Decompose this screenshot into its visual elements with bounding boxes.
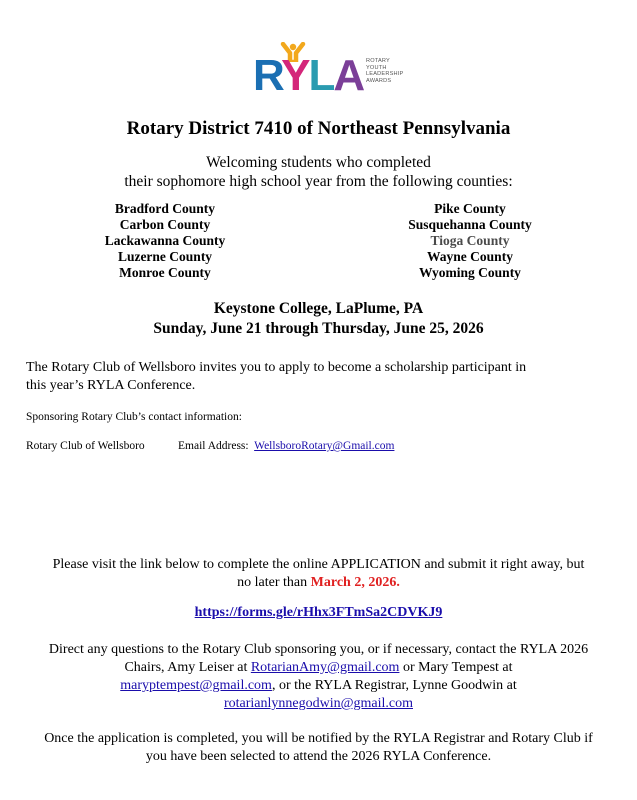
county-item: Wayne County	[427, 249, 513, 264]
questions-text: Direct any questions to the Rotary Club sponsoring you, or if necessary, contact the RYLA 2026 Chairs, Amy Leiser at RotarianAmy@gmail.com or Mary Tempest at maryptempest@gmail.com, or the RYLA Registrar, Lynne Goodwin at rotarianlynnegodwin@gmail.com	[48, 642, 589, 711]
county-list-left	[95, 201, 235, 281]
county-item: Carbon County	[119, 217, 211, 232]
deadline: March 2, 2026.	[310, 575, 400, 590]
venue-block	[0, 299, 637, 339]
club-name: Rotary Club of Wellsboro	[26, 440, 145, 452]
welcome-text: Welcoming students who completed their sophomore high school year from the following counties:	[124, 154, 513, 190]
email-amy-link[interactable]: RotarianAmy@gmail.com	[250, 660, 400, 675]
form-link-row	[0, 605, 637, 621]
contact-line	[26, 440, 394, 452]
county-item: Susquehanna County	[408, 217, 532, 232]
county-item: Pike County	[434, 201, 506, 216]
application-form-link[interactable]: https://forms.gle/rHhx3FTmSa2CDVKJ9	[194, 605, 443, 620]
email-mary-link[interactable]: maryptempest@gmail.com	[120, 678, 272, 693]
county-item: Wyoming County	[419, 265, 521, 280]
invite-text: The Rotary Club of Wellsboro invites you to apply to become a scholarship participant in this year’s RYLA Conference.	[26, 360, 527, 393]
page-title: Rotary District 7410 of Northeast Pennsylvania	[126, 118, 511, 139]
email-lynne-link[interactable]: rotarianlynnegodwin@gmail.com	[223, 696, 413, 711]
contact-label: Sponsoring Rotary Club’s contact information:	[26, 411, 242, 423]
logo-tagline: ROTARY YOUTH LEADERSHIP AWARDS	[366, 58, 404, 84]
email-label: Email Address:	[178, 440, 249, 452]
county-list-right	[395, 201, 545, 281]
venue-location: Keystone College, LaPlume, PA	[213, 300, 424, 317]
county-item: Bradford County	[114, 201, 216, 216]
visit-text: Please visit the link below to complete the online APPLICATION and submit it right away, but no later than March 2, 2026.	[52, 557, 585, 590]
county-item: Luzerne County	[117, 249, 213, 264]
county-item: Monroe County	[119, 265, 211, 280]
county-item: Tioga County	[430, 233, 510, 248]
ryla-wordmark: RYLA	[253, 51, 364, 100]
ryla-logo	[253, 42, 413, 106]
club-email-link[interactable]: WellsboroRotary@Gmail.com	[254, 440, 395, 452]
notify-text: Once the application is completed, you will be notified by the RYLA Registrar and Rotary Club if you have been selected to attend the 2026 RYLA Conference.	[44, 731, 593, 764]
county-item: Lackawanna County	[104, 233, 226, 248]
venue-dates: Sunday, June 21 through Thursday, June 25, 2026	[153, 320, 484, 337]
